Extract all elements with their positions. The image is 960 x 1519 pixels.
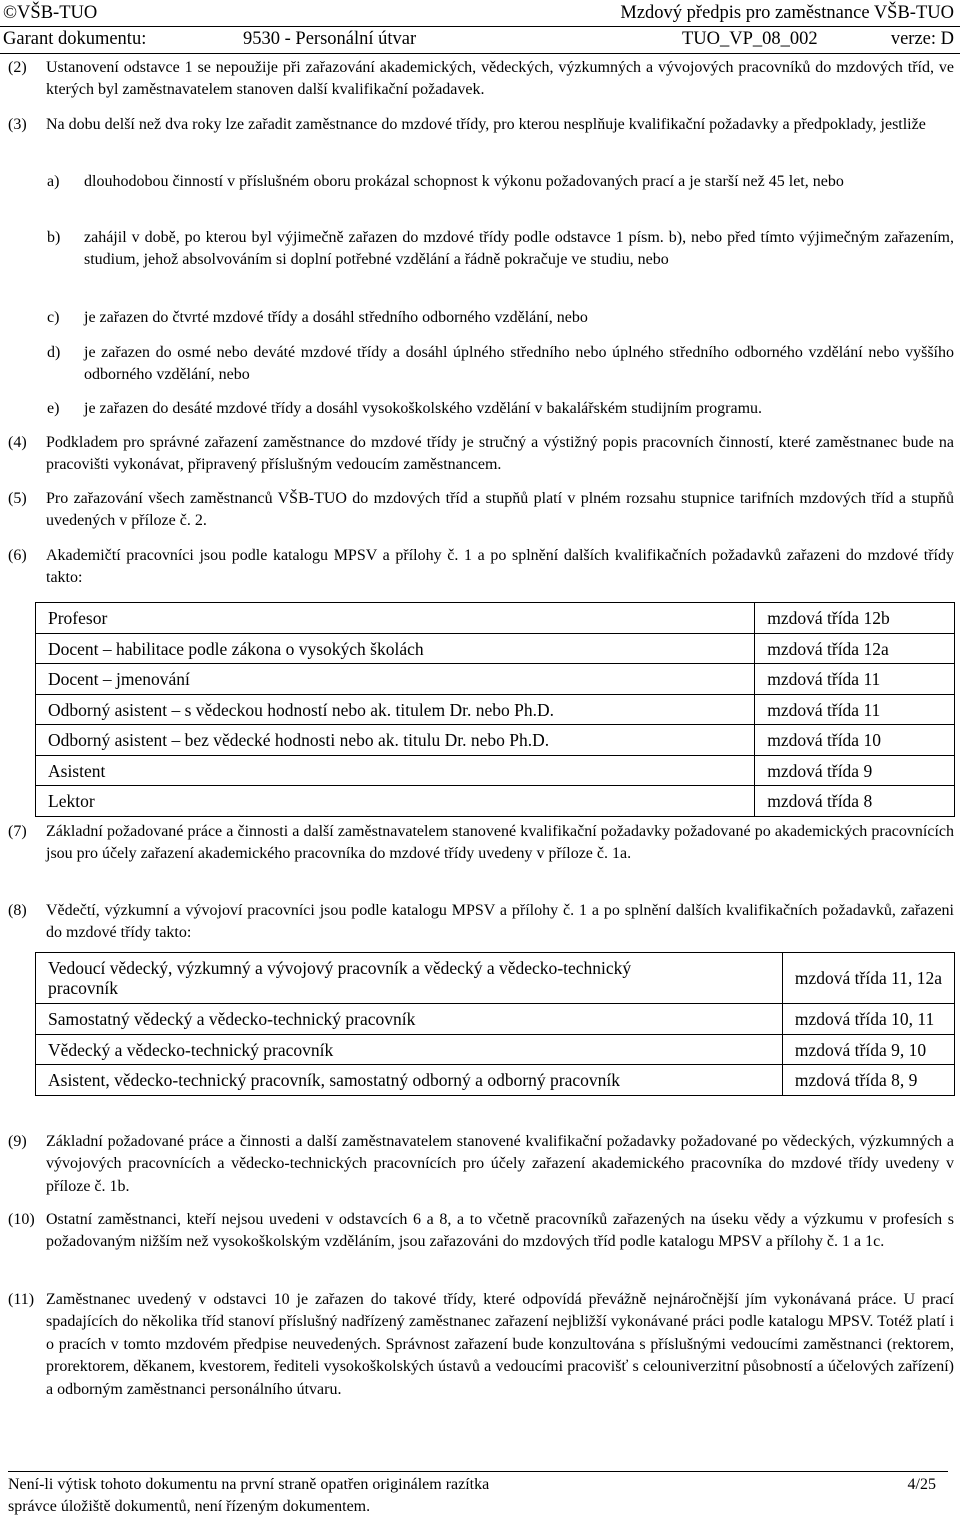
document-title: Mzdový předpis pro zaměstnance VŠB-TUO <box>620 3 954 23</box>
table-row <box>36 634 955 664</box>
list-item-text: je zařazen do čtvrté mzdové třídy a dosáhl středního odborného vzdělání, nebo <box>84 309 588 326</box>
position-cell: Odborný asistent – bez vědecké hodnosti nebo ak. titulu Dr. nebo Ph.D. <box>36 725 755 756</box>
paragraph-number: (9) <box>8 1133 27 1150</box>
list-item-d <box>47 342 954 387</box>
list-item-label: e) <box>47 400 60 417</box>
table-row <box>36 1004 955 1035</box>
paragraph-number: (3) <box>8 116 27 133</box>
paragraph-text: Podkladem pro správné zařazení zaměstnance do mzdové třídy je stručný a výstižný popis pracovních činností, které zaměstnanec bude na pracovišti vykonávat, připravený příslušným vedoucím zaměstnancem. <box>46 434 954 474</box>
footer-rule <box>8 1471 948 1472</box>
paragraph-8 <box>8 900 954 945</box>
salary-class-cell: mzdová třída 11 <box>755 664 955 695</box>
paragraph-text: Základní požadované práce a činnosti a další zaměstnavatelem stanovené kvalifikační požadavky požadované po akademických pracovnících jsou pro účely zařazení akademického pracovníka do mzdové třídy uvedeny v příloze č. 1a. <box>46 823 954 863</box>
salary-class-cell: mzdová třída 10 <box>755 725 955 756</box>
table-row <box>36 1035 955 1065</box>
paragraph-number: (10) <box>8 1211 35 1228</box>
page-number: 4/25 <box>907 1476 936 1493</box>
paragraph-text: Ustanovení odstavce 1 se nepoužije při zařazování akademických, vědeckých, výzkumných a vývojových pracovníků do mzdových tříd, ve kterých byl zaměstnavatelem stanoven další kvalifikační požadavek. <box>46 59 954 99</box>
paragraph-10 <box>8 1209 954 1254</box>
salary-class-cell: mzdová třída 11, 12a <box>782 953 954 1004</box>
paragraph-number: (2) <box>8 59 27 76</box>
paragraph-number: (11) <box>8 1291 35 1308</box>
position-cell: Odborný asistent – s vědeckou hodností nebo ak. titulem Dr. nebo Ph.D. <box>36 695 755 725</box>
table-row <box>36 695 955 725</box>
guarantor-value: 9530 - Personální útvar <box>243 29 417 49</box>
paragraph-number: (6) <box>8 547 27 564</box>
salary-class-cell: mzdová třída 10, 11 <box>782 1004 954 1035</box>
list-item-label: d) <box>47 344 61 361</box>
paragraph-text: Akademičtí pracovníci jsou podle katalogu MPSV a přílohy č. 1 a po splnění dalších kvalifikačních požadavků zařazeni do mzdové třídy takto: <box>46 547 954 587</box>
footer-line-2: správce úložiště dokumentů, není řízeným dokumentem. <box>8 1498 371 1515</box>
salary-class-cell: mzdová třída 11 <box>755 695 955 725</box>
paragraph-number: (4) <box>8 434 27 451</box>
academic-classification-table <box>35 602 955 817</box>
paragraph-text: Ostatní zaměstnanci, kteří nejsou uvedeni v odstavcích 6 a 8, a to včetně pracovníků zařazených na úseku vědy a výzkumu v profesích s požadovaným nižším než vysokoškolským vzděláním, jsou zařazováni do mzdových tříd podle katalogu MPSV a přílohy č. 1 a 1c. <box>46 1211 954 1251</box>
list-item-label: b) <box>47 229 61 246</box>
position-cell: Asistent <box>36 756 755 786</box>
position-cell: Samostatný vědecký a vědecko-technický pracovník <box>36 1004 783 1035</box>
header-row-1 <box>0 0 960 27</box>
list-item-text: zahájil v době, po kterou byl výjimečně zařazen do mzdové třídy podle odstavce 1 písm. b), nebo před tímto výjimečným zařazením, studium, jehož absolvováním si doplní potřebné vzdělání a řádně pokračuje ve studiu, nebo <box>84 229 954 269</box>
paragraph-6 <box>8 545 954 590</box>
list-item-text: je zařazen do osmé nebo deváté mzdové třídy a dosáhl úplného středního nebo úplného středního odborného vzdělání nebo vyššího odborného vzdělání, nebo <box>84 344 954 384</box>
paragraph-2 <box>8 57 954 102</box>
position-cell: Asistent, vědecko-technický pracovník, samostatný odborný a odborný pracovník <box>36 1065 783 1096</box>
org-name: ©VŠB-TUO <box>3 3 98 23</box>
paragraph-text: Zaměstnanec uvedený v odstavci 10 je zařazen do takové třídy, které odpovídá převážně nejnáročnější jím vykonávaná práce. U prací spadajících do několika tříd stanoví příslušný nadřízený zaměstnanec zařazení nejbližší vykonávané práci podle katalogu MPSV. Totéž platí i o pracích v tomto mzdovém předpise neuvedených. Správnost zařazení bude konzultována s příslušnými vedoucími zaměstnanci (rektorem, prorektorem, děkanem, kvestorem, řediteli vysokoškolských ústavů a vedoucími pracovišť s celouniverzitní působností a účelových zařízení) a odborným zaměstnanci personálního útvaru. <box>46 1291 954 1398</box>
salary-class-cell: mzdová třída 12a <box>755 634 955 664</box>
paragraph-text: Na dobu delší než dva roky lze zařadit zaměstnance do mzdové třídy, pro kterou nesplňuje kvalifikační požadavky a předpoklady, jestliže <box>46 116 926 133</box>
position-cell: Profesor <box>36 603 755 634</box>
paragraph-number: (7) <box>8 823 27 840</box>
document-code: TUO_VP_08_002 <box>682 29 818 49</box>
paragraph-number: (8) <box>8 902 27 919</box>
paragraph-11 <box>8 1289 954 1401</box>
paragraph-text: Vědečtí, výzkumní a vývojoví pracovníci jsou podle katalogu MPSV a přílohy č. 1 a po splnění dalších kvalifikačních požadavků, zařazeni do mzdové třídy takto: <box>46 902 954 942</box>
salary-class-cell: mzdová třída 9, 10 <box>782 1035 954 1065</box>
research-classification-table <box>35 952 955 1096</box>
salary-class-cell: mzdová třída 8, 9 <box>782 1065 954 1096</box>
list-item-a <box>47 171 954 193</box>
list-item-text: je zařazen do desáté mzdové třídy a dosáhl vysokoškolského vzdělání v bakalářském studijním programu. <box>84 400 763 417</box>
table-row <box>36 603 955 634</box>
list-item-e <box>47 398 954 420</box>
header-row-2 <box>0 26 960 53</box>
list-item-label: a) <box>47 173 60 190</box>
salary-class-cell: mzdová třída 9 <box>755 756 955 786</box>
table-row <box>36 756 955 786</box>
paragraph-3 <box>8 114 954 136</box>
position-cell: Docent – jmenování <box>36 664 755 695</box>
position-cell: Vedoucí vědecký, výzkumný a vývojový pracovník a vědecký a vědecko-technický pracovník <box>36 953 783 1004</box>
list-item-c <box>47 307 954 329</box>
table-row <box>36 786 955 817</box>
list-item-b <box>47 227 954 272</box>
position-cell: Docent – habilitace podle zákona o vysokých školách <box>36 634 755 664</box>
table-row <box>36 725 955 756</box>
paragraph-text: Základní požadované práce a činnosti a další zaměstnavatelem stanovené kvalifikační požadavky požadované po vědeckých, výzkumných a vývojových pracovnících a vědecko-technických pracovnících pro účely zařazení akademického pracovníka do mzdové třídy uvedeny v příloze č. 1b. <box>46 1133 954 1195</box>
guarantor-label: Garant dokumentu: <box>3 29 147 49</box>
paragraph-5 <box>8 488 954 533</box>
paragraph-4 <box>8 432 954 477</box>
table-row <box>36 953 955 1004</box>
paragraph-text: Pro zařazování všech zaměstnanců VŠB-TUO do mzdových tříd a stupňů platí v plném rozsahu stupnice tarifních mzdových tříd a stupňů uvedených v příloze č. 2. <box>46 490 954 530</box>
document-version: verze: D <box>890 29 954 49</box>
position-cell: Vědecký a vědecko-technický pracovník <box>36 1035 783 1065</box>
header-bottom-rule <box>0 53 960 54</box>
table-row <box>36 664 955 695</box>
paragraph-9 <box>8 1131 954 1198</box>
table-row <box>36 1065 955 1096</box>
footer-line-1: Není-li výtisk tohoto dokumentu na první straně opatřen originálem razítka <box>8 1476 490 1493</box>
salary-class-cell: mzdová třída 8 <box>755 786 955 817</box>
salary-class-cell: mzdová třída 12b <box>755 603 955 634</box>
paragraph-number: (5) <box>8 490 27 507</box>
position-cell: Lektor <box>36 786 755 817</box>
list-item-label: c) <box>47 309 60 326</box>
list-item-text: dlouhodobou činností v příslušném oboru prokázal schopnost k výkonu požadovaných prací a je starší než 45 let, nebo <box>84 173 844 190</box>
paragraph-7 <box>8 821 954 866</box>
